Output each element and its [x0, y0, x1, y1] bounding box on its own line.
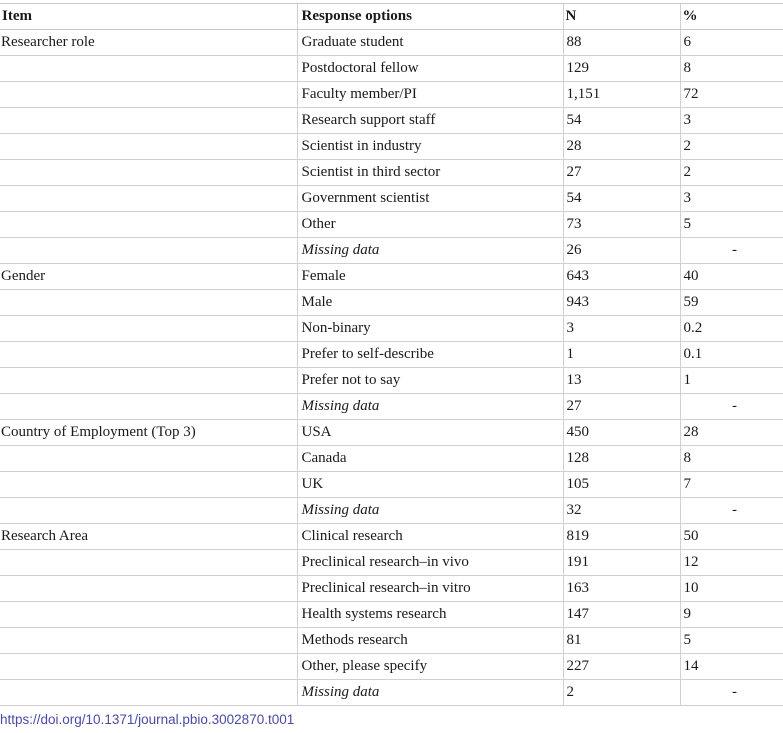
count-cell: 163 [563, 576, 680, 602]
response-option-cell: Canada [297, 446, 563, 472]
count-cell: 227 [563, 654, 680, 680]
percent-cell: - [680, 680, 783, 706]
count-cell: 88 [563, 30, 680, 56]
percent-cell: 40 [680, 264, 783, 290]
table-row [0, 238, 783, 264]
response-option-cell: Missing data [297, 238, 563, 264]
response-option-cell: Prefer not to say [297, 368, 563, 394]
count-cell: 13 [563, 368, 680, 394]
item-cell [0, 342, 297, 368]
table-row [0, 550, 783, 576]
table-row [0, 316, 783, 342]
response-option-cell: Postdoctoral fellow [297, 56, 563, 82]
table-row [0, 368, 783, 394]
table-row [0, 134, 783, 160]
table-row [0, 394, 783, 420]
table-row [0, 290, 783, 316]
table-row [0, 446, 783, 472]
percent-cell: 12 [680, 550, 783, 576]
response-option-cell: USA [297, 420, 563, 446]
response-option-cell: Government scientist [297, 186, 563, 212]
response-option-cell: Female [297, 264, 563, 290]
response-option-cell: Health systems research [297, 602, 563, 628]
response-option-cell: Non-binary [297, 316, 563, 342]
table-row [0, 186, 783, 212]
percent-cell: 8 [680, 56, 783, 82]
count-cell: 943 [563, 290, 680, 316]
response-option-cell: Male [297, 290, 563, 316]
count-cell: 73 [563, 212, 680, 238]
count-cell: 105 [563, 472, 680, 498]
response-option-cell: Prefer to self-describe [297, 342, 563, 368]
table-row [0, 212, 783, 238]
item-cell [0, 446, 297, 472]
table-row [0, 160, 783, 186]
table-row [0, 472, 783, 498]
item-cell [0, 134, 297, 160]
item-cell [0, 680, 297, 706]
count-cell: 643 [563, 264, 680, 290]
count-cell: 1 [563, 342, 680, 368]
table-row [0, 654, 783, 680]
count-cell: 3 [563, 316, 680, 342]
count-cell: 27 [563, 394, 680, 420]
response-option-cell: Research support staff [297, 108, 563, 134]
response-option-cell: Faculty member/PI [297, 82, 563, 108]
table-row [0, 82, 783, 108]
percent-cell: 59 [680, 290, 783, 316]
percent-cell: 2 [680, 160, 783, 186]
count-cell: 450 [563, 420, 680, 446]
table-row [0, 602, 783, 628]
table-row [0, 498, 783, 524]
item-cell [0, 602, 297, 628]
percent-cell: 6 [680, 30, 783, 56]
count-cell: 1,151 [563, 82, 680, 108]
table-body [0, 30, 783, 706]
response-option-cell: Missing data [297, 394, 563, 420]
response-option-cell: Preclinical research–in vivo [297, 550, 563, 576]
response-option-cell: UK [297, 472, 563, 498]
item-cell: Researcher role [0, 30, 297, 56]
count-cell: 32 [563, 498, 680, 524]
table-row [0, 420, 783, 446]
table-row [0, 108, 783, 134]
count-cell: 81 [563, 628, 680, 654]
item-cell [0, 160, 297, 186]
item-cell [0, 186, 297, 212]
table-row [0, 576, 783, 602]
item-cell: Country of Employment (Top 3) [0, 420, 297, 446]
percent-cell: 3 [680, 108, 783, 134]
percent-cell: 50 [680, 524, 783, 550]
percent-cell: 0.2 [680, 316, 783, 342]
count-cell: 129 [563, 56, 680, 82]
percent-cell: 0.1 [680, 342, 783, 368]
response-option-cell: Preclinical research–in vitro [297, 576, 563, 602]
percent-cell: - [680, 394, 783, 420]
item-cell [0, 368, 297, 394]
response-option-cell: Other, please specify [297, 654, 563, 680]
doi-link[interactable]: https://doi.org/10.1371/journal.pbio.3002870.t001 [0, 712, 295, 727]
count-cell: 147 [563, 602, 680, 628]
item-cell [0, 394, 297, 420]
count-cell: 54 [563, 186, 680, 212]
percent-cell: 5 [680, 628, 783, 654]
header-percent: % [680, 4, 783, 30]
count-cell: 191 [563, 550, 680, 576]
response-option-cell: Other [297, 212, 563, 238]
item-cell [0, 238, 297, 264]
response-option-cell: Graduate student [297, 30, 563, 56]
count-cell: 28 [563, 134, 680, 160]
table-row [0, 56, 783, 82]
percent-cell: 8 [680, 446, 783, 472]
percent-cell: 7 [680, 472, 783, 498]
item-cell [0, 654, 297, 680]
item-cell [0, 316, 297, 342]
percent-cell: 5 [680, 212, 783, 238]
response-option-cell: Missing data [297, 680, 563, 706]
item-cell: Research Area [0, 524, 297, 550]
table-header-row [0, 4, 783, 30]
count-cell: 128 [563, 446, 680, 472]
percent-cell: - [680, 498, 783, 524]
item-cell [0, 82, 297, 108]
response-option-cell: Scientist in industry [297, 134, 563, 160]
percent-cell: 9 [680, 602, 783, 628]
item-cell [0, 628, 297, 654]
item-cell [0, 56, 297, 82]
count-cell: 819 [563, 524, 680, 550]
count-cell: 2 [563, 680, 680, 706]
item-cell [0, 498, 297, 524]
response-option-cell: Methods research [297, 628, 563, 654]
table-row [0, 30, 783, 56]
item-cell [0, 290, 297, 316]
count-cell: 27 [563, 160, 680, 186]
table-row [0, 524, 783, 550]
percent-cell: - [680, 238, 783, 264]
percent-cell: 14 [680, 654, 783, 680]
header-n: N [563, 4, 680, 30]
table-row [0, 680, 783, 706]
item-cell [0, 472, 297, 498]
item-cell [0, 212, 297, 238]
response-option-cell: Clinical research [297, 524, 563, 550]
table-row [0, 342, 783, 368]
table-row [0, 264, 783, 290]
percent-cell: 3 [680, 186, 783, 212]
percent-cell: 72 [680, 82, 783, 108]
percent-cell: 1 [680, 368, 783, 394]
demographics-table [0, 3, 783, 706]
header-response-options: Response options [297, 4, 563, 30]
item-cell [0, 550, 297, 576]
item-cell: Gender [0, 264, 297, 290]
percent-cell: 2 [680, 134, 783, 160]
header-item: Item [0, 4, 297, 30]
response-option-cell: Scientist in third sector [297, 160, 563, 186]
item-cell [0, 108, 297, 134]
percent-cell: 10 [680, 576, 783, 602]
item-cell [0, 576, 297, 602]
count-cell: 26 [563, 238, 680, 264]
percent-cell: 28 [680, 420, 783, 446]
count-cell: 54 [563, 108, 680, 134]
table-row [0, 628, 783, 654]
response-option-cell: Missing data [297, 498, 563, 524]
